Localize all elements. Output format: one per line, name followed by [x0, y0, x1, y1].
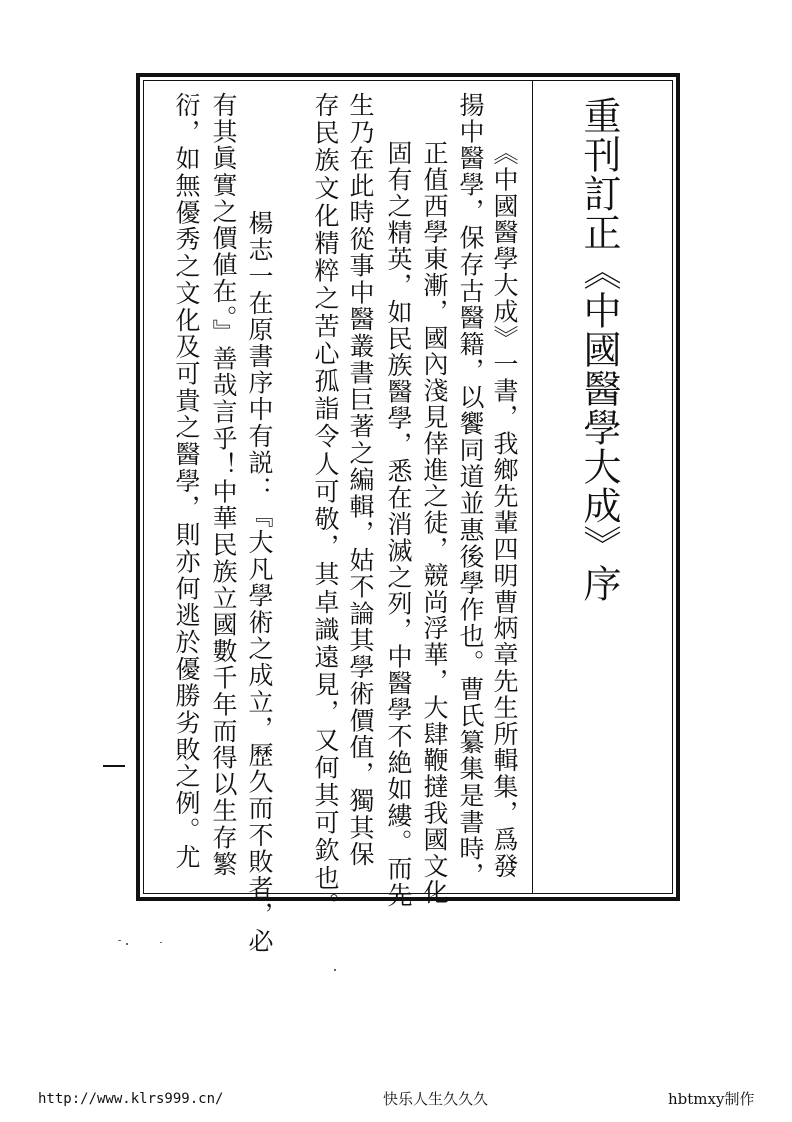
text-column-9: 衍，如無優秀之文化及可貴之醫學，則亦何逃於優勝劣敗之例。尤 — [172, 92, 201, 871]
footer-center-text: 快乐人生久久久 — [383, 1090, 489, 1108]
text-column-1: 《中國醫學大成》一書，我鄉先輩四明曹炳章先生所輯集，爲發 — [490, 140, 519, 880]
footer-credit: hbtmxy制作 — [668, 1090, 755, 1108]
text-column-6: 存民族文化精粹之苦心孤詣令人可敬，其卓識遠見，又何其可欽也。 — [311, 92, 340, 920]
page-title: 重刊訂正《中國醫學大成》序 — [577, 96, 621, 603]
scan-speck — [160, 942, 162, 943]
text-column-4: 固有之精英，如民族醫學，悉在消滅之列，中醫學不絶如縷。而先 — [384, 140, 413, 909]
text-column-8: 有其眞實之價値在。』善哉言乎！中華民族立國數千年而得以生存繁 — [209, 92, 238, 878]
text-column-7: 楊志一在原書序中有説：『大凡學術之成立，歷久而不敗者，必 — [245, 210, 274, 955]
text-column-3: 正值西學東漸，國內淺見倖進之徒，競尚浮華，大肆鞭撻我國文化 — [420, 140, 449, 906]
text-column-5: 生乃在此時從事中醫叢書巨著之編輯，姑不論其學術價值，獨其保 — [346, 92, 375, 868]
scan-speck — [118, 940, 121, 941]
footer-url: http://www.klrs999.cn/ — [38, 1091, 224, 1107]
text-column-2: 揚中醫學，保存古醫籍，以饗同道並惠後學作也。曹氏纂集是書時， — [456, 92, 485, 889]
margin-mark — [103, 765, 125, 767]
scan-speck — [334, 969, 336, 971]
title-divider-line — [532, 80, 533, 894]
scan-speck — [126, 943, 128, 945]
